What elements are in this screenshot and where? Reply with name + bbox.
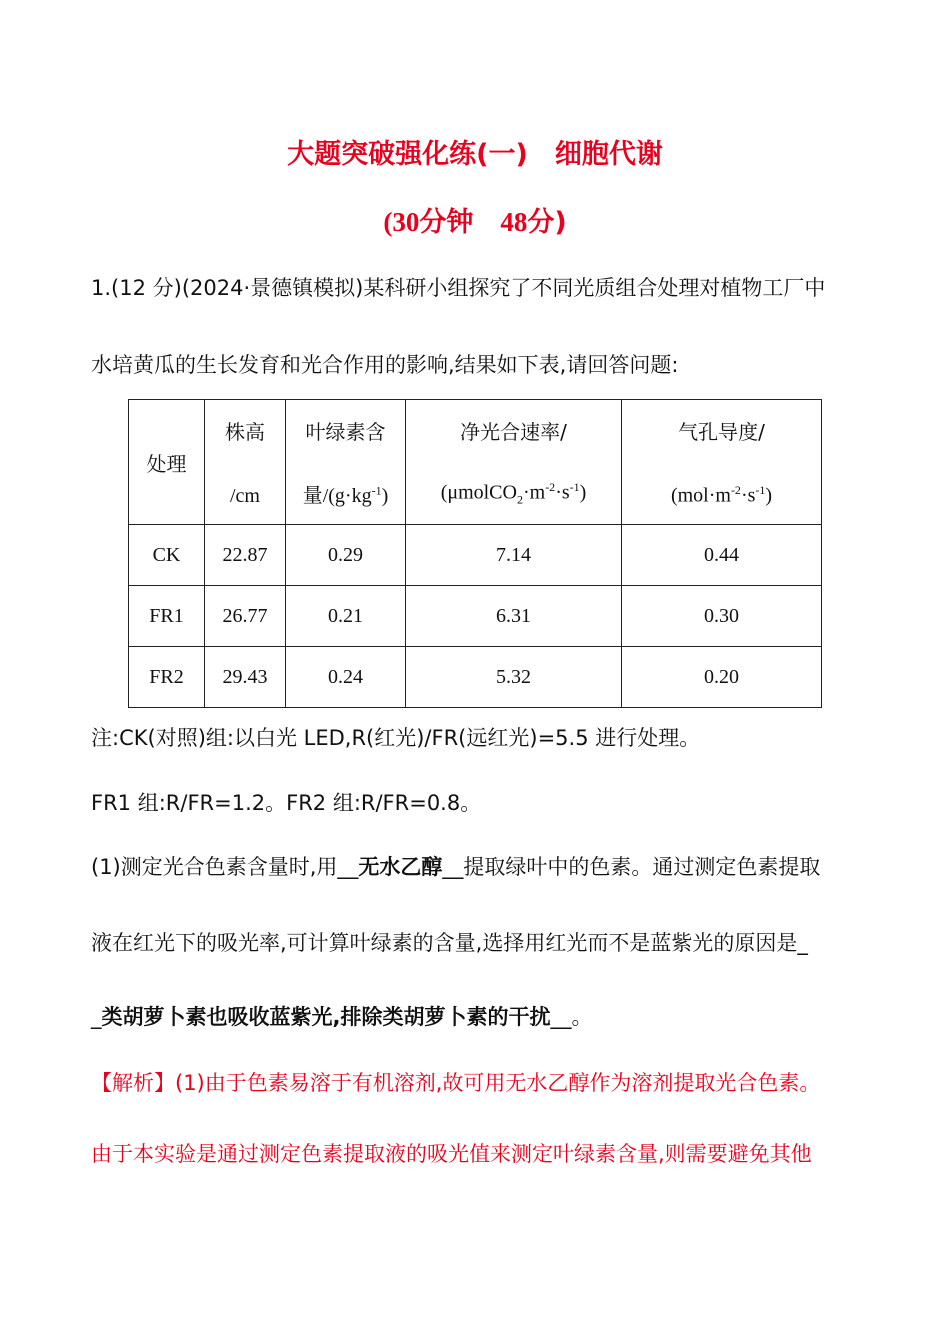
answer-2: 类胡萝卜素也吸收蓝紫光,排除类胡萝卜素的干扰 bbox=[101, 1005, 551, 1029]
header-chlorophyll: 叶绿素含 量$/(g\cdot kg^{-1})$ bbox=[286, 400, 406, 525]
part1-line-2: 液在红光下的吸光率,可计算叶绿素的含量,选择用红光而不是蓝紫光的原因是_ bbox=[91, 931, 808, 955]
answer-1: 无水乙醇 bbox=[358, 855, 443, 879]
page-title: 大题突破强化练(一) 细胞代谢 bbox=[287, 139, 663, 170]
page-subtitle: (30分钟 48分) bbox=[383, 207, 567, 238]
note-line-2: FR1 组:R/FR=1.2。FR2 组:R/FR=0.8。 bbox=[91, 791, 482, 815]
analysis-line-2: 由于本实验是通过测定色素提取液的吸光值来测定叶绿素含量,则需要避免其他 bbox=[91, 1142, 812, 1166]
table-row: CK 22.87 0.29 7.14 0.44 bbox=[129, 525, 822, 586]
part1-line-1: (1)测定光合色素含量时,用__无水乙醇__提取绿叶中的色素。通过测定色素提取 bbox=[91, 855, 821, 879]
header-height: 株高 /cm bbox=[205, 400, 286, 525]
note-line-1: 注:CK(对照)组:以白光 LED,R(红光)/FR(远红光)=5.5 进行处理。 bbox=[91, 726, 701, 750]
question-line-2: 水培黄瓜的生长发育和光合作用的影响,结果如下表,请回答问题: bbox=[91, 353, 679, 377]
table-row: FR1 26.77 0.21 6.31 0.30 bbox=[129, 586, 822, 647]
table-header-row bbox=[129, 400, 822, 525]
data-table bbox=[128, 399, 822, 708]
analysis-label: 【解析】 bbox=[91, 1071, 175, 1095]
analysis-line-1: 【解析】(1)由于色素易溶于有机溶剂,故可用无水乙醇作为溶剂提取光合色素。 bbox=[91, 1071, 821, 1095]
header-treatment: 处理 bbox=[129, 400, 205, 525]
question-line-1: 1.(12 分)(2024·景德镇模拟)某科研小组探究了不同光质组合处理对植物工厂中 bbox=[91, 276, 826, 300]
header-net-photosynthesis: 净光合速率/ $(\mu molCO_2\cdot m^{-2}\cdot s^{-1})$ bbox=[406, 400, 622, 525]
header-stomatal-conductance: 气孔导度/ $(mol\cdot m^{-2}\cdot s^{-1})$ bbox=[622, 400, 822, 525]
table-row: FR2 29.43 0.24 5.32 0.20 bbox=[129, 647, 822, 708]
part1-line-3: _类胡萝卜素也吸收蓝紫光,排除类胡萝卜素的干扰__。 bbox=[91, 1005, 593, 1029]
